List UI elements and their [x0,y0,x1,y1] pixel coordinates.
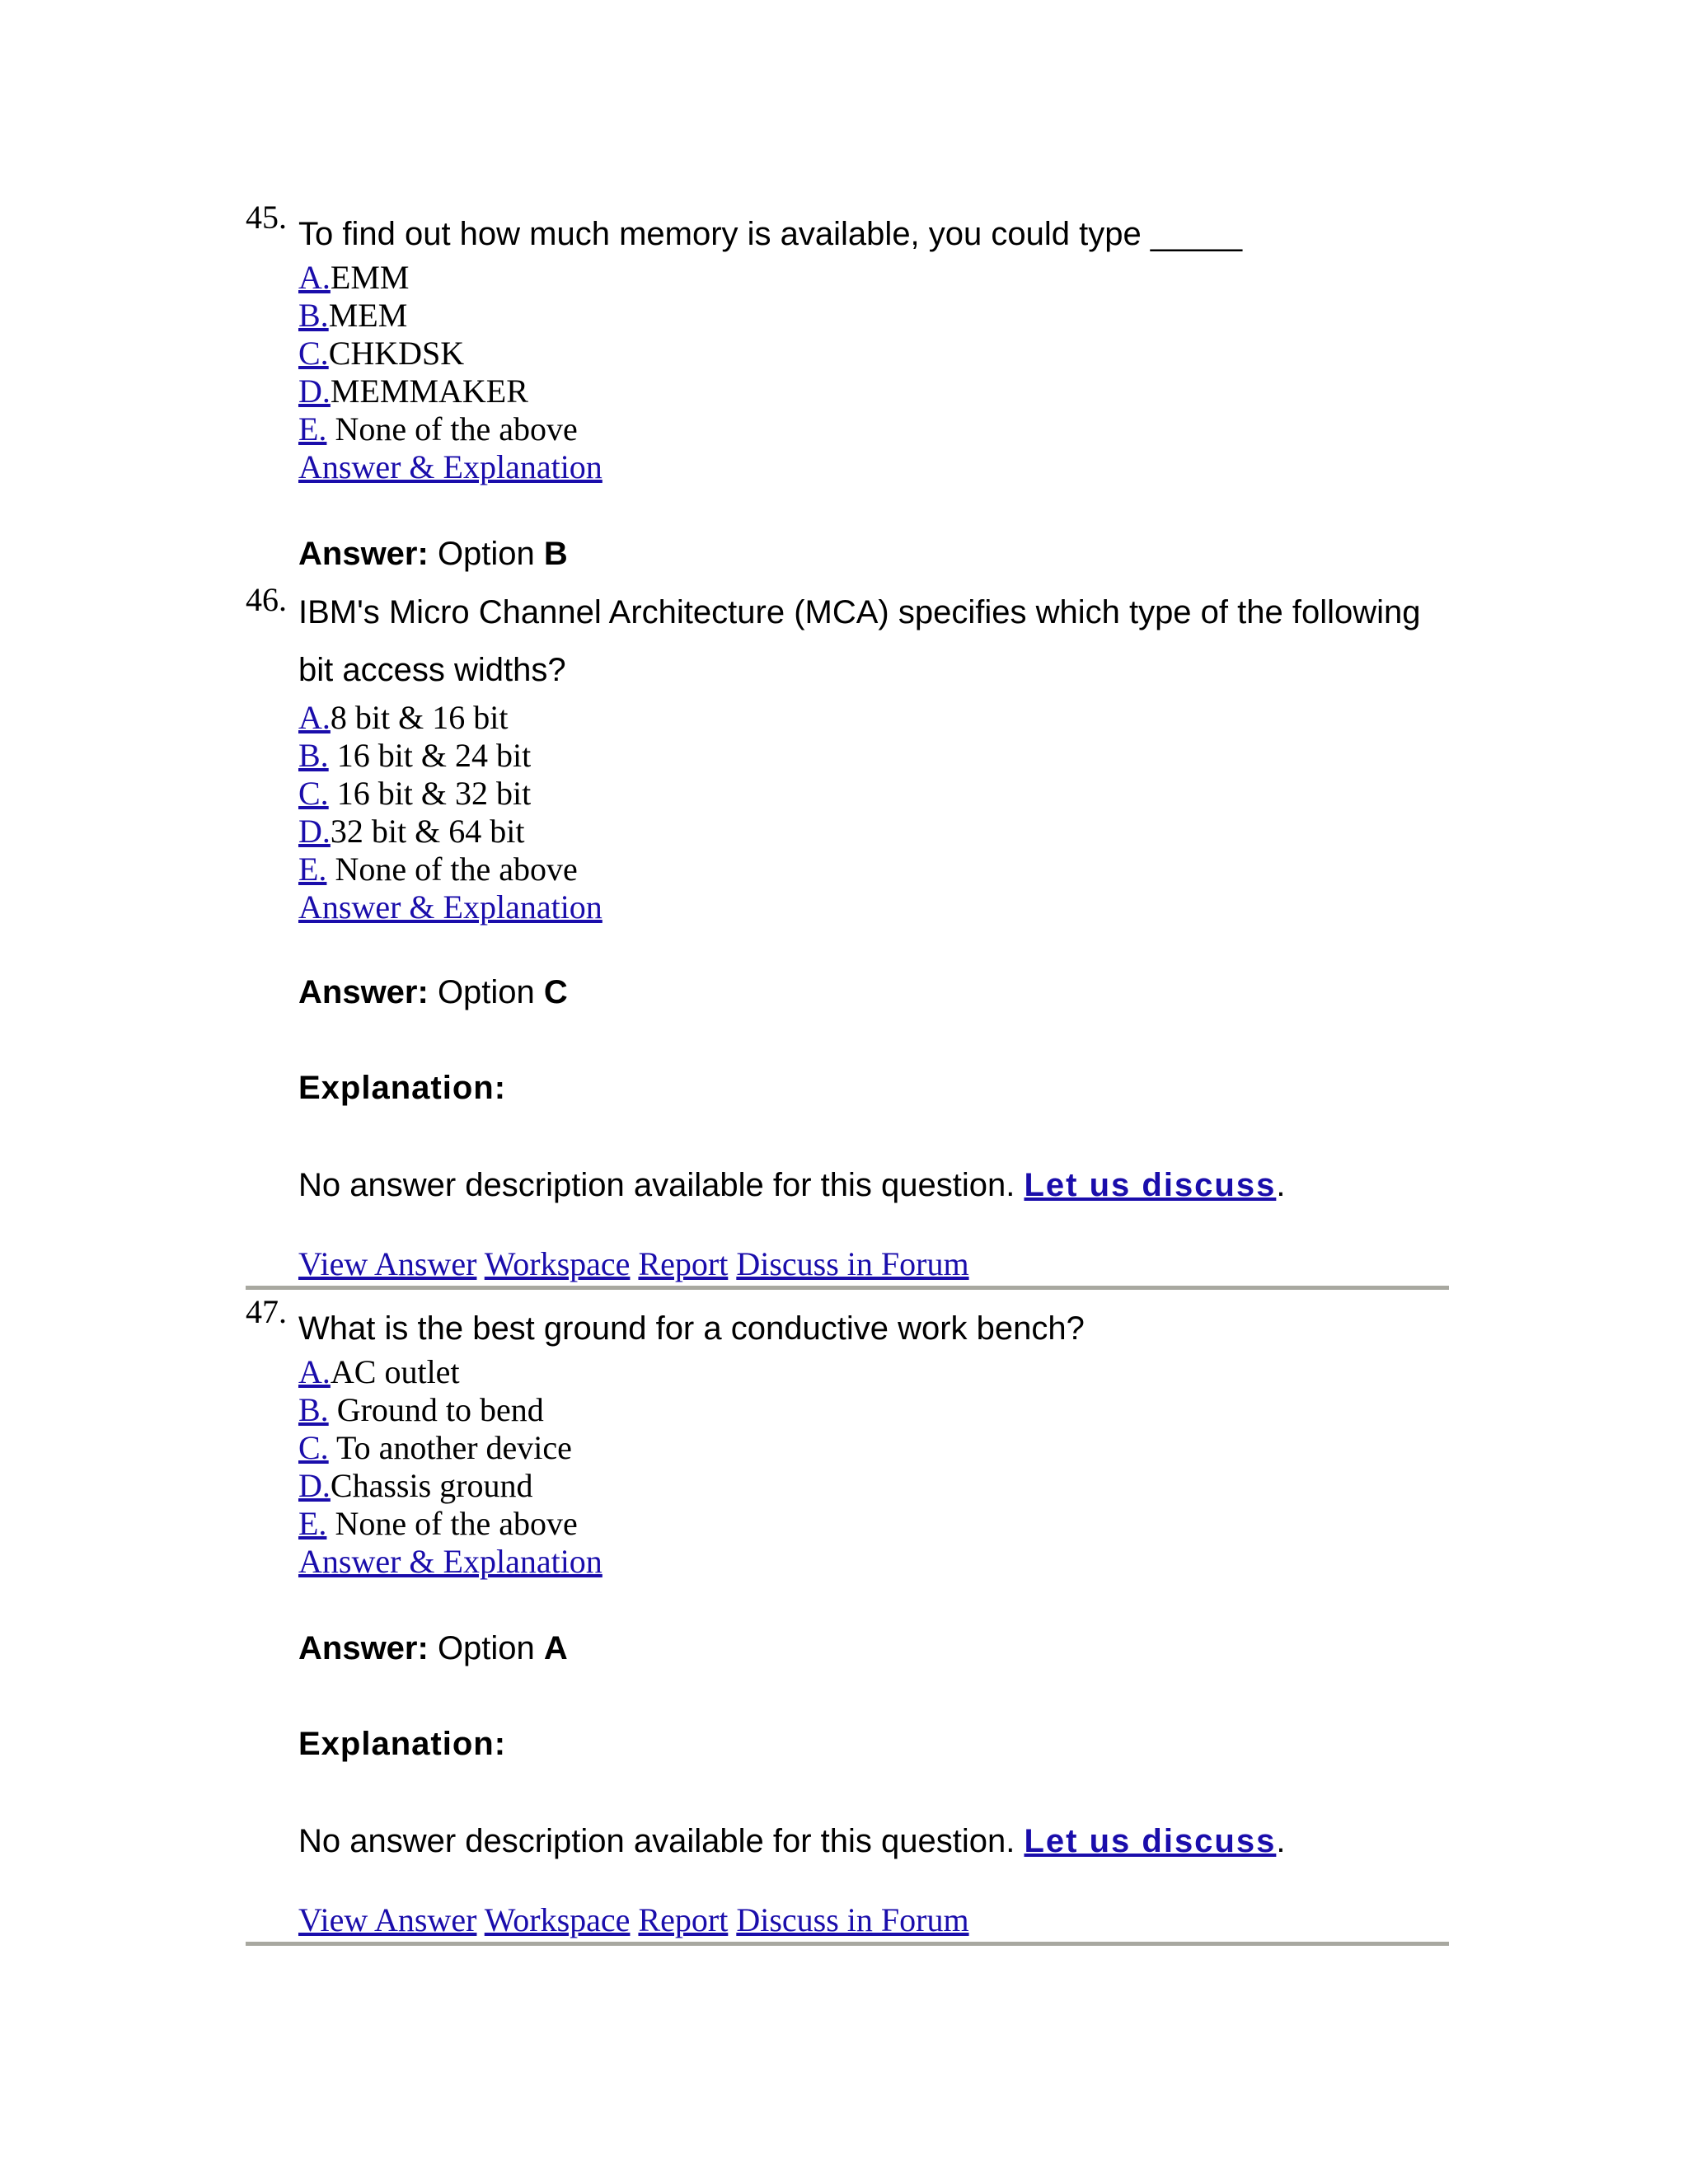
option-a[interactable] [298,259,1449,297]
question-text: IBM's Micro Channel Architecture (MCA) specifies which type of the following bit access widths? [298,594,1421,688]
view-answer-link[interactable]: View Answer [298,1245,477,1282]
question-number: 46. [246,581,287,618]
option-text: Ground to bend [336,1391,544,1428]
report-link[interactable]: Report [638,1245,729,1282]
question-text: To find out how much memory is available, you could type _____ [298,216,1243,252]
workspace-link[interactable]: Workspace [484,1245,631,1282]
option-letter[interactable]: C. [298,1429,329,1466]
view-answer-link[interactable]: View Answer [298,1901,477,1938]
question-actions [298,1244,969,1283]
divider [246,1286,1449,1290]
discuss-in-forum-link[interactable]: Discuss in Forum [736,1901,969,1938]
let-us-discuss-link[interactable]: Let us discuss [1024,1167,1277,1203]
option-b[interactable] [298,1391,1449,1429]
answer-line [298,974,568,1011]
option-text: 32 bit & 64 bit [330,813,525,850]
option-text: AC outlet [330,1353,460,1390]
option-text: None of the above [335,410,578,448]
option-c[interactable] [298,1429,1449,1467]
answer-prefix: Option [437,536,535,572]
option-letter[interactable]: A. [298,1353,331,1390]
question-number: 47. [246,1293,287,1330]
discuss-suffix: . [1276,1823,1286,1859]
option-letter[interactable]: D. [298,1467,331,1504]
answer-line [298,1630,568,1667]
option-text: 16 bit & 32 bit [336,775,532,812]
option-text: To another device [335,1429,572,1466]
explanation-heading: Explanation: [298,1726,507,1762]
option-letter[interactable]: B. [298,1391,329,1428]
explanation-body: No answer description available for this question. [298,1823,1015,1859]
let-us-discuss-link[interactable]: Let us discuss [1024,1823,1277,1859]
option-c[interactable] [298,335,1449,373]
option-a[interactable] [298,1353,1449,1391]
discuss-suffix: . [1276,1167,1286,1203]
option-letter[interactable]: D. [298,373,331,410]
option-e[interactable] [298,410,1449,448]
option-letter[interactable]: C. [298,335,329,372]
answer-value: A [543,1630,568,1666]
option-letter[interactable]: D. [298,813,331,850]
option-d[interactable] [298,373,1449,410]
explanation-heading: Explanation: [298,1070,507,1106]
answer-label: Answer: [298,536,429,572]
option-text: MEMMAKER [330,373,528,410]
option-letter[interactable]: A. [298,699,331,736]
answer-value: B [543,536,568,572]
answer-explanation-link[interactable]: Answer & Explanation [298,1543,603,1580]
divider [246,1942,1449,1946]
option-b[interactable] [298,297,1449,335]
option-a[interactable] [298,699,1449,737]
answer-value: C [543,974,568,1010]
answer-prefix: Option [437,1630,535,1666]
answer-label: Answer: [298,974,429,1010]
option-letter[interactable]: B. [298,737,329,774]
option-letter[interactable]: E. [298,410,327,448]
answer-line [298,536,568,573]
option-e[interactable] [298,851,1449,888]
option-text: EMM [330,259,410,296]
discuss-in-forum-link[interactable]: Discuss in Forum [736,1245,969,1282]
answer-prefix: Option [437,974,535,1010]
option-letter[interactable]: B. [298,297,329,334]
option-text: 8 bit & 16 bit [330,699,509,736]
option-letter[interactable]: E. [298,851,327,888]
option-e[interactable] [298,1505,1449,1543]
question-text: What is the best ground for a conductive work bench? [298,1310,1085,1347]
question-number: 45. [246,199,287,236]
option-letter[interactable]: A. [298,259,331,296]
option-text: Chassis ground [330,1467,533,1504]
answer-label: Answer: [298,1630,429,1666]
option-text: None of the above [335,851,578,888]
option-text: 16 bit & 24 bit [336,737,532,774]
explanation-body: No answer description available for this question. [298,1167,1015,1203]
workspace-link[interactable]: Workspace [484,1901,631,1938]
explanation-text [298,1167,1285,1204]
answer-explanation-link[interactable]: Answer & Explanation [298,448,603,485]
report-link[interactable]: Report [638,1901,729,1938]
answer-explanation-link[interactable]: Answer & Explanation [298,888,603,926]
option-d[interactable] [298,813,1449,851]
option-text: MEM [328,297,408,334]
option-c[interactable] [298,775,1449,813]
option-d[interactable] [298,1467,1449,1505]
explanation-text [298,1823,1285,1860]
option-b[interactable] [298,737,1449,775]
option-letter[interactable]: E. [298,1505,327,1542]
question-actions [298,1900,969,1939]
option-text: CHKDSK [328,335,465,372]
option-letter[interactable]: C. [298,775,329,812]
option-text: None of the above [335,1505,578,1542]
